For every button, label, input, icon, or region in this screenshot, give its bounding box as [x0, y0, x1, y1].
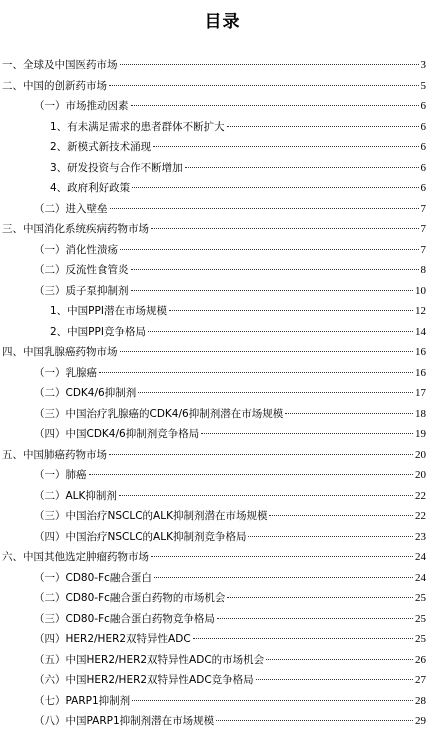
toc-entry-page-number: 5 — [420, 79, 426, 92]
toc-entry-page-number: 7 — [420, 223, 426, 235]
toc-entry-title: （四）HER2/HER2双特异性ADC — [34, 633, 191, 645]
dot-leader — [201, 433, 413, 434]
dot-leader — [148, 331, 413, 332]
toc-entry-title: （一）CD80-Fc融合蛋白 — [34, 571, 152, 584]
toc-entry[interactable] — [34, 365, 426, 381]
toc-entry-title: （二）反流性食管炎 — [34, 264, 129, 276]
toc-entry-title: （四）中国CDK4/6抑制剂竞争格局 — [34, 428, 200, 440]
toc-entry[interactable] — [34, 570, 426, 586]
dot-leader — [131, 269, 419, 270]
dot-leader — [89, 474, 414, 475]
dot-leader — [216, 720, 413, 721]
toc-entry-title: 五、中国肺癌药物市场 — [2, 448, 107, 461]
dot-leader — [151, 228, 419, 229]
toc-entry[interactable] — [34, 426, 426, 442]
toc-entry[interactable] — [50, 119, 426, 135]
toc-entry[interactable] — [2, 57, 426, 73]
dot-leader — [120, 249, 419, 250]
toc-entry[interactable] — [2, 447, 426, 463]
toc-entry-page-number: 16 — [415, 366, 426, 379]
toc-entry-title: （三）中国治疗NSCLC的ALK抑制剂潜在市场规模 — [34, 510, 268, 522]
toc-entry-title: （一）乳腺癌 — [34, 366, 97, 379]
toc-entry-title: （二）ALK抑制剂 — [34, 489, 117, 502]
toc-entry[interactable] — [34, 611, 426, 627]
toc-entry-page-number: 17 — [415, 387, 426, 399]
dot-leader — [248, 536, 413, 537]
toc-entry-title: 二、中国的创新药市场 — [2, 79, 107, 92]
toc-entry[interactable] — [2, 221, 426, 237]
toc-entry-page-number: 8 — [420, 264, 426, 276]
toc-entry-title: 1、中国PPI潜在市场规模 — [50, 305, 167, 317]
toc-entry[interactable] — [34, 713, 426, 729]
toc-entry[interactable] — [50, 139, 426, 155]
toc-entry[interactable] — [50, 160, 426, 176]
toc-entry-page-number: 24 — [415, 571, 426, 584]
dot-leader — [131, 105, 419, 106]
toc-entry[interactable] — [34, 693, 426, 709]
toc-entry-page-number: 27 — [415, 674, 426, 686]
toc-entry-page-number: 29 — [415, 715, 426, 727]
toc-entry[interactable] — [34, 385, 426, 401]
toc-entry-title: （三）中国治疗乳腺癌的CDK4/6抑制剂潜在市场规模 — [34, 407, 284, 420]
toc-entry-title: 四、中国乳腺癌药物市场 — [2, 346, 118, 358]
toc-entry-page-number: 12 — [415, 305, 426, 317]
toc-entry-page-number: 28 — [415, 694, 426, 707]
toc-entry-page-number: 6 — [420, 141, 426, 153]
dot-leader — [151, 556, 413, 557]
toc-entry[interactable] — [34, 508, 426, 524]
dot-leader — [120, 351, 414, 352]
toc-entry-page-number: 3 — [420, 59, 426, 71]
toc-entry-title: 2、新模式新技术涌现 — [50, 141, 152, 153]
toc-entry-title: 六、中国其他选定肿瘤药物市场 — [2, 551, 149, 563]
toc-entry-page-number: 25 — [415, 633, 426, 645]
toc-entry-title: 2、中国PPI竞争格局 — [50, 325, 146, 338]
page-title: 目录 — [204, 12, 241, 32]
toc-entry-title: （六）中国HER2/HER2双特异性ADC竞争格局 — [34, 674, 254, 686]
toc-entry[interactable] — [34, 672, 426, 688]
toc-entry-page-number: 18 — [415, 407, 426, 420]
dot-leader — [285, 413, 413, 414]
toc-entry-page-number: 7 — [420, 202, 426, 215]
toc-entry-page-number: 20 — [415, 469, 426, 481]
dot-leader — [169, 310, 413, 311]
toc-entry-page-number: 20 — [415, 448, 426, 461]
toc-entry-title: （二）CD80-Fc融合蛋白药物的市场机会 — [34, 592, 226, 604]
toc-entry[interactable] — [34, 467, 426, 483]
toc-entry-title: 4、政府利好政策 — [50, 182, 131, 194]
dot-leader — [227, 597, 413, 598]
dot-leader — [132, 187, 418, 188]
toc-entry-title: 1、有未满足需求的患者群体不断扩大 — [50, 120, 225, 133]
dot-leader — [193, 638, 413, 639]
toc-entry[interactable] — [34, 631, 426, 647]
dot-leader — [138, 392, 413, 393]
toc-entry-title: 一、全球及中国医药市场 — [2, 59, 118, 71]
dot-leader — [256, 679, 413, 680]
toc-entry-page-number: 25 — [415, 612, 426, 625]
toc-entry[interactable] — [34, 529, 426, 545]
toc-entry-page-number: 26 — [415, 653, 426, 666]
dot-leader — [109, 85, 419, 86]
toc-entry[interactable] — [50, 180, 426, 196]
dot-leader — [109, 454, 413, 455]
toc-entry-title: （三）质子泵抑制剂 — [34, 284, 129, 297]
toc-entry-page-number: 25 — [415, 592, 426, 604]
toc-entry[interactable] — [34, 283, 426, 299]
toc-entry-page-number: 24 — [415, 551, 426, 563]
toc-entry-page-number: 7 — [420, 243, 426, 256]
toc-entry[interactable] — [34, 201, 426, 217]
toc-entry-page-number: 6 — [420, 120, 426, 133]
toc-entry-title: （八）中国PARP1抑制剂潜在市场规模 — [34, 715, 215, 727]
toc-entry-title: （二）CDK4/6抑制剂 — [34, 387, 137, 399]
toc-entry-page-number: 23 — [415, 530, 426, 543]
toc-entry-page-number: 19 — [415, 428, 426, 440]
toc-entry-title: （五）中国HER2/HER2双特异性ADC的市场机会 — [34, 653, 265, 666]
dot-leader — [132, 700, 413, 701]
toc-entry-title: （三）CD80-Fc融合蛋白药物竞争格局 — [34, 612, 215, 625]
toc-entry[interactable] — [34, 262, 426, 278]
toc-entry[interactable] — [50, 324, 426, 340]
toc-entry-title: （一）肺癌 — [34, 469, 87, 481]
toc-entry[interactable] — [34, 652, 426, 668]
dot-leader — [120, 64, 419, 65]
toc-entry[interactable] — [2, 344, 426, 360]
toc-entry-title: （二）进入壁垒 — [34, 202, 108, 215]
dot-leader — [217, 618, 413, 619]
dot-leader — [153, 146, 418, 147]
dot-leader — [110, 208, 419, 209]
toc-entry[interactable] — [50, 303, 426, 319]
toc-entry-page-number: 22 — [415, 489, 426, 502]
dot-leader — [99, 372, 413, 373]
dot-leader — [227, 126, 419, 127]
toc-entry-title: 3、研发投资与合作不断增加 — [50, 161, 183, 174]
toc-entry[interactable] — [34, 590, 426, 606]
toc-entry[interactable] — [2, 549, 426, 565]
dot-leader — [185, 167, 419, 168]
toc-entry-title: （四）中国治疗NSCLC的ALK抑制剂竞争格局 — [34, 530, 247, 543]
toc-entry-title: （一）市场推动因素 — [34, 100, 129, 112]
dot-leader — [131, 290, 414, 291]
toc-entry-title: （七）PARP1抑制剂 — [34, 694, 131, 707]
toc-entry-page-number: 6 — [420, 182, 426, 194]
toc-entry-page-number: 10 — [415, 284, 426, 297]
toc-entry-page-number: 22 — [415, 510, 426, 522]
dot-leader — [266, 659, 413, 660]
toc-entry[interactable] — [2, 78, 426, 94]
dot-leader — [154, 577, 413, 578]
toc-entry-page-number: 6 — [420, 100, 426, 112]
dot-leader — [119, 495, 413, 496]
toc-entry[interactable] — [34, 242, 426, 258]
toc-entry[interactable] — [34, 98, 426, 114]
toc-entry-title: 三、中国消化系统疾病药物市场 — [2, 223, 149, 235]
toc-entry[interactable] — [34, 488, 426, 504]
toc-entry-page-number: 6 — [420, 161, 426, 174]
toc-entry-page-number: 14 — [415, 325, 426, 338]
toc-entry[interactable] — [34, 406, 426, 422]
dot-leader — [269, 515, 413, 516]
toc-entry-page-number: 16 — [415, 346, 426, 358]
toc-entry-title: （一）消化性溃疡 — [34, 243, 118, 256]
